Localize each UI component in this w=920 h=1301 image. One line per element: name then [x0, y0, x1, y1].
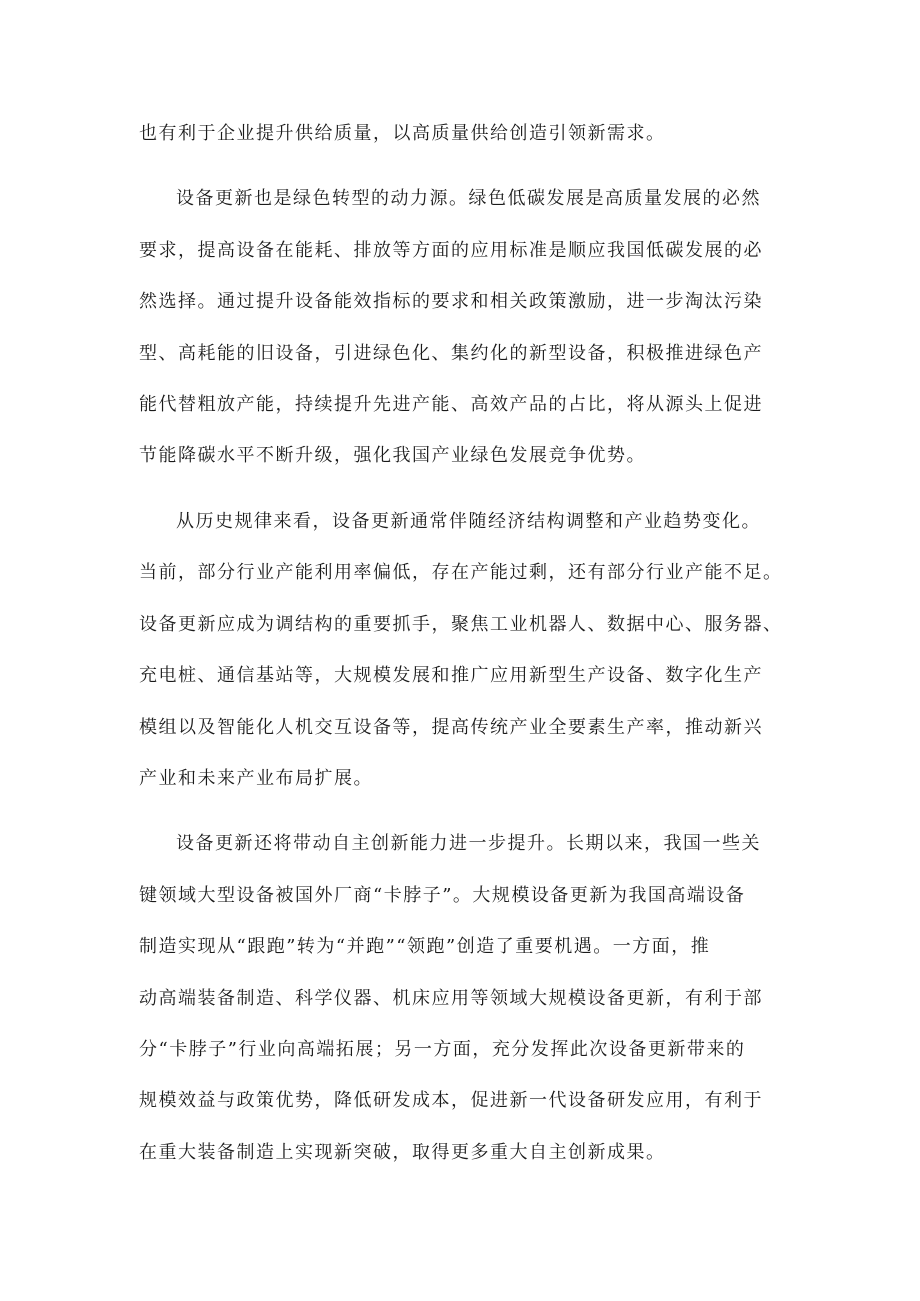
paragraph-3-line-2: 当前，部分行业产能利用率偏低，存在产能过剩，还有部分行业产能不足。	[139, 562, 783, 583]
paragraph-2-line-1: 设备更新也是绿色转型的动力源。绿色低碳发展是高质量发展的必然	[176, 188, 761, 209]
paragraph-4-line-7: 在重大装备制造上实现新突破，取得更多重大自主创新成果。	[139, 1142, 666, 1163]
paragraph-1-line-1: 也有利于企业提升供给质量，以高质量供给创造引领新需求。	[139, 123, 666, 144]
paragraph-2-line-5: 能代替粗放产能，持续提升先进产能、高效产品的占比，将从源头上促进	[139, 394, 763, 415]
paragraph-4-line-6: 规模效益与政策优势，降低研发成本，促进新一代设备研发应用，有利于	[139, 1090, 763, 1111]
paragraph-3-line-3: 设备更新应成为调结构的重要抓手，聚焦工业机器人、数据中心、服务器、	[139, 614, 783, 635]
paragraph-4-line-2: 键领域大型设备被国外厂商“卡脖子”。大规模设备更新为我国高端设备	[139, 885, 746, 906]
paragraph-3-line-4: 充电桩、通信基站等，大规模发展和推广应用新型生产设备、数字化生产	[139, 665, 763, 686]
paragraph-4-line-5: 分“卡脖子”行业向高端拓展；另一方面，充分发挥此次设备更新带来的	[139, 1039, 746, 1060]
paragraph-4-line-1: 设备更新还将带动自主创新能力进一步提升。长期以来，我国一些关	[176, 833, 761, 854]
paragraph-4-line-4: 动高端装备制造、科学仪器、机床应用等领域大规模设备更新，有利于部	[139, 988, 763, 1009]
paragraph-2-line-2: 要求，提高设备在能耗、排放等方面的应用标准是顺应我国低碳发展的必	[139, 240, 763, 261]
paragraph-3-line-5: 模组以及智能化人机交互设备等，提高传统产业全要素生产率，推动新兴	[139, 717, 763, 738]
paragraph-3-line-1: 从历史规律来看，设备更新通常伴随经济结构调整和产业趋势变化。	[176, 511, 761, 532]
paragraph-2-line-4: 型、高耗能的旧设备，引进绿色化、集约化的新型设备，积极推进绿色产	[139, 343, 763, 364]
paragraph-3-line-6: 产业和未来产业布局扩展。	[139, 768, 373, 789]
paragraph-4-line-3: 制造实现从“跟跑”转为“并跑”“领跑”创造了重要机遇。一方面，推	[139, 936, 711, 957]
paragraph-2-line-6: 节能降碳水平不断升级，强化我国产业绿色发展竞争优势。	[139, 445, 646, 466]
paragraph-2-line-3: 然选择。通过提升设备能效指标的要求和相关政策激励，进一步淘汰污染	[139, 291, 763, 312]
